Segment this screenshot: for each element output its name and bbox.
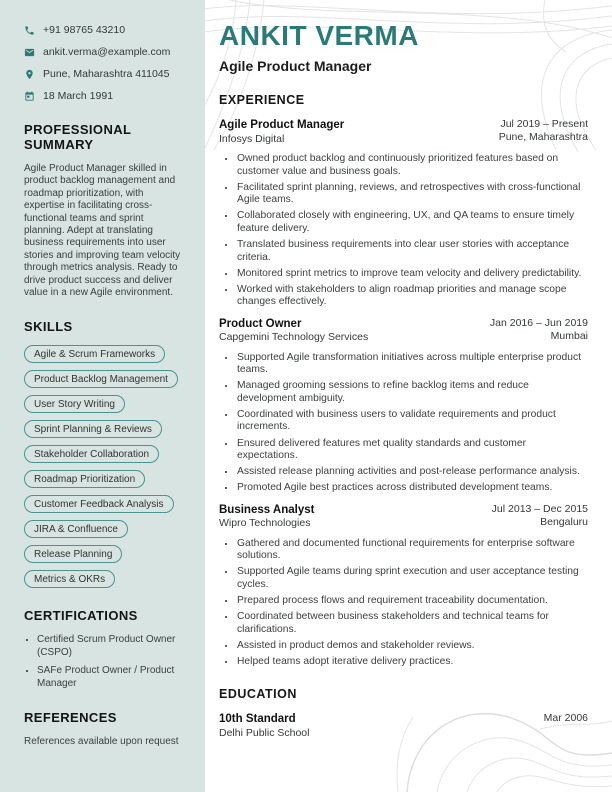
- job-bullet: • Supported Agile teams during sprint execution and user acceptance testing cycles.: [236, 566, 588, 591]
- job-bullet: • Managed grooming sessions to refine backlog items and reduce development ambiguity.: [236, 380, 588, 405]
- education-entry: [219, 712, 588, 740]
- job-bullets: [219, 352, 588, 495]
- skill-pill: JIRA & Confluence: [24, 520, 128, 538]
- skill-pill: Agile & Scrum Frameworks: [24, 345, 165, 363]
- contact-location-text: Pune, Maharashtra 411045: [43, 68, 170, 80]
- job-bullet: • Gathered and documented functional requirements for enterprise software solutions.: [236, 538, 588, 563]
- person-name: ANKIT VERMA: [219, 20, 419, 51]
- job-dates: Jan 2016 – Jun 2019: [489, 316, 588, 329]
- location-icon: [24, 69, 35, 80]
- certifications-list: [24, 634, 185, 690]
- skills-heading: SKILLS: [24, 319, 73, 335]
- summary-heading: PROFESSIONAL SUMMARY: [24, 122, 132, 152]
- job-title: Business Analyst: [219, 503, 315, 516]
- skills-list: [24, 345, 185, 588]
- experience-heading: EXPERIENCE: [219, 93, 305, 108]
- skill-pill: User Story Writing: [24, 395, 125, 413]
- sidebar: [0, 0, 205, 792]
- skill-pill: Metrics & OKRs: [24, 570, 115, 588]
- references-heading: REFERENCES: [24, 710, 117, 726]
- job-location: Mumbai: [550, 329, 588, 342]
- job-dates: Jul 2013 – Dec 2015: [491, 502, 588, 515]
- contact-phone: [24, 24, 185, 36]
- job-header: [219, 118, 588, 146]
- calendar-icon: [24, 91, 35, 102]
- job-bullet: • Promoted Agile best practices across distributed development teams.: [236, 482, 588, 495]
- job-location: Bengaluru: [540, 515, 588, 528]
- education-date: Mar 2006: [543, 712, 588, 725]
- job-dates: Jul 2019 – Present: [500, 118, 588, 131]
- job-header: [219, 317, 588, 345]
- references-text: References available upon request: [24, 736, 179, 748]
- contact-email-text: ankit.verma@example.com: [43, 46, 171, 58]
- job-company: Infosys Digital: [219, 132, 285, 145]
- certification-item: • Certified Scrum Product Owner (CSPO): [37, 634, 185, 659]
- contact-birthdate: [24, 90, 185, 102]
- contact-birthdate-text: 18 March 1991: [43, 90, 114, 102]
- person-job-title: Agile Product Manager: [219, 58, 372, 75]
- experience-entry: [219, 503, 588, 668]
- contact-email: [24, 46, 185, 58]
- job-bullet: • Owned product backlog and continuously prioritized features based on customer value and business goals.: [236, 153, 588, 178]
- experience-entry: [219, 118, 588, 309]
- job-bullet: • Prepared process flows and requirement traceability documentation.: [236, 595, 588, 608]
- job-bullet: • Coordinated between business stakeholders and technical teams for clarifications.: [236, 611, 588, 636]
- education-school: Delhi Public School: [219, 726, 310, 739]
- job-company: Wipro Technologies: [219, 517, 311, 530]
- job-bullet: • Facilitated sprint planning, reviews, and retrospectives with cross-functional Agile teams.: [236, 182, 588, 207]
- job-bullets: [219, 153, 588, 309]
- job-bullet: • Supported Agile transformation initiatives across multiple enterprise product teams.: [236, 352, 588, 377]
- skill-pill: Release Planning: [24, 545, 122, 563]
- skill-pill: Stakeholder Collaboration: [24, 445, 159, 463]
- main-column: [205, 0, 612, 792]
- job-bullets: [219, 538, 588, 668]
- certifications-heading: CERTIFICATIONS: [24, 608, 138, 624]
- skill-pill: Product Backlog Management: [24, 370, 178, 388]
- job-bullet: • Assisted release planning activities and post-release performance analysis.: [236, 466, 588, 479]
- contact-info: [24, 24, 185, 102]
- skill-pill: Customer Feedback Analysis: [24, 495, 174, 513]
- phone-icon: [24, 25, 35, 36]
- job-bullet: • Coordinated with business users to validate requirements and product increments.: [236, 409, 588, 434]
- summary-text: Agile Product Manager skilled in product backlog management and roadmap prioritization, with expertise in facilitating cross-functional teams and sprint planning. Adept at translating business requirements into user stories and improving team velocity through metrics analysis. Ready to drive product success and deliver value in a new Agile environment.: [24, 163, 181, 298]
- job-title: Product Owner: [219, 317, 302, 330]
- skill-pill: Sprint Planning & Reviews: [24, 420, 162, 438]
- certification-item: • SAFe Product Owner / Product Manager: [37, 665, 185, 690]
- job-bullet: • Helped teams adopt iterative delivery practices.: [236, 656, 588, 669]
- job-title: Agile Product Manager: [219, 119, 345, 132]
- job-bullet: • Worked with stakeholders to align roadmap priorities and manage scope changes effectively.: [236, 284, 588, 309]
- contact-location: [24, 68, 185, 80]
- job-bullet: • Assisted in product demos and stakeholder reviews.: [236, 640, 588, 653]
- experience-entry: [219, 317, 588, 495]
- job-location: Pune, Maharashtra: [498, 131, 588, 144]
- skill-pill: Roadmap Prioritization: [24, 470, 145, 488]
- job-bullet: • Ensured delivered features met quality standards and customer expectations.: [236, 438, 588, 463]
- email-icon: [24, 47, 35, 58]
- job-company: Capgemini Technology Services: [219, 331, 369, 344]
- job-header: [219, 503, 588, 531]
- education-heading: EDUCATION: [219, 687, 297, 702]
- job-bullet: • Translated business requirements into clear user stories with acceptance criteria.: [236, 239, 588, 264]
- education-degree: 10th Standard: [219, 713, 296, 726]
- job-bullet: • Monitored sprint metrics to improve team velocity and delivery predictability.: [236, 268, 588, 281]
- job-bullet: • Collaborated closely with engineering, UX, and QA teams to ensure timely feature delivery.: [236, 210, 588, 235]
- contact-phone-text: +91 98765 43210: [43, 24, 126, 36]
